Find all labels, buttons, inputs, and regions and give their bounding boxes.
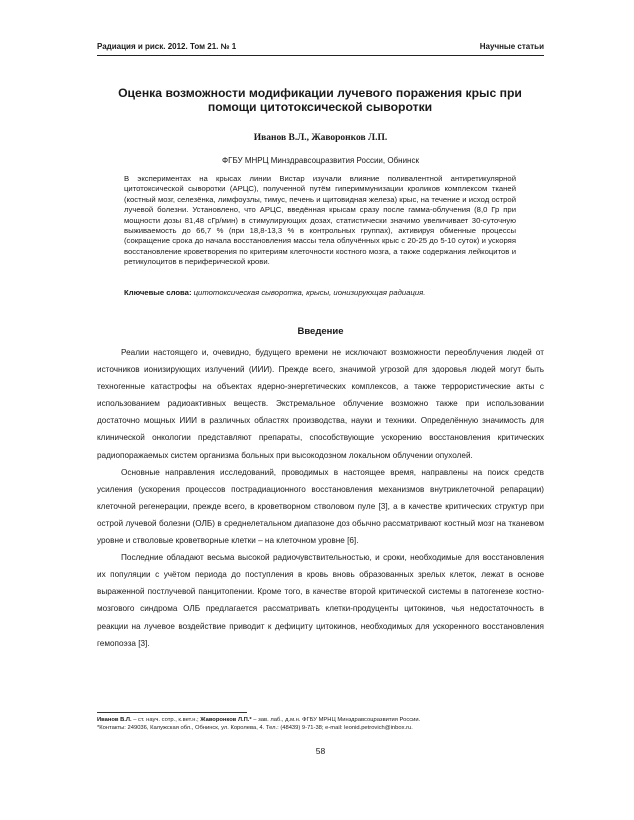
footnote-divider [97,712,247,713]
abstract: В экспериментах на крысах линии Вистар изучали влияние поливалентной антиретикулярной цитотоксической сыворотки (АРЦС), полученной путём гипериммунизации кроликов комплексом тканей (костный мозг, селезёнка, лимфоузлы, тимус, печень и щитовидная железа) крыс, на течение и исход острой лучевой болезни. Установлено, что АРЦС, введённая крысам сразу после гамма-облучения (8,0 Гр при мощности дозы 81,48 сГр/мин) в стимулирующих дозах, статистически значимо увеличивает 30-суточную выживаемость до 66,7 % (при 18,8-13,3 % в контрольных группах), активируя обменные процессы (сокращение срока до начала восстановления массы тела облучённых крыс с 20-25 до 5-10 суток) и ускоряя восстановление кроветворения по критериям клеточности костного мозга, а также содержания лейкоцитов и ретикулоцитов в периферической крови. [124,174,516,267]
section-heading: Введение [297,326,344,337]
footnote-author1-info: – ст. науч. сотр., к.вет.н.; [131,717,201,723]
header-divider [97,55,544,56]
keywords [124,288,516,297]
footnotes [97,716,544,732]
footnote-author2-name: Жаворонков Л.П.* [200,717,252,723]
footnote-author1-name: Иванов В.Л. [97,717,132,723]
footnote-contacts: *Контакты: 249036, Калужская обл., Обнинск, ул. Королева, 4. Тел.: (48439) 9-71-38; e-mail: leonid.petrovich@inbox.ru. [97,725,413,731]
journal-citation: Радиация и риск. 2012. Том 21. № 1 [97,42,237,51]
footnote-author2-info: – зав. лаб., д.м.н. ФГБУ МРНЦ Минздравсоцразвития России. [251,717,421,723]
paragraph: Последние обладают весьма высокой радиочувствительностью, и сроки, необходимые для восстановления их популяции с учётом периода до поступления в кровь вновь образованных зрелых клеток, лежат в основе выраженной постлучевой панцитопении. Кроме того, в качестве второй критической системы в патогенезе костно-мозгового синдрома ОЛБ предлагается рассматривать клетки-продуценты цитокинов, чья недостаточность в реакции на лучевое воздействие приводит к дефициту цитокинов, необходимых для ускоренного восстановления гемопоэза [3]. [97,553,544,648]
footnote-authors [97,716,544,724]
page-number: 58 [315,746,326,756]
keywords-label: Ключевые слова: [124,288,192,297]
keywords-text: цитотоксическая сыворотка, крысы, ионизирующая радиация. [193,288,426,297]
paragraph: Основные направления исследований, проводимых в настоящее время, направлены на поиск средств усиления (ускорения процессов пострадиационного восстановления механизмов внутриклеточной репарации) клеточной регенерации, прежде всего, в кроветворном стволовом пуле [3], а в качестве критических структур при острой лучевой болезни (ОЛБ) в среднелетальном диапазоне доз обычно рассматривают костный мозг на тканевом уровне и стволовые кроветворные клетки – на клеточном уровне [6]. [97,467,544,546]
article-title: Оценка возможности модификации лучевого поражения крыс при помощи цитотоксической сыворотки [118,86,522,114]
article-authors: Иванов В.Л., Жаворонков Л.П. [253,133,388,143]
paragraph: Реалии настоящего и, очевидно, будущего времени не исключают возможности переоблучения людей от источников ионизирующих излучений (ИИИ). Прежде всего, значимой угрозой для здоровья людей могут быть техногенные катастрофы на объектах ядерно-энергетических комплексов, а также террористические акты с использованием радиоактивных веществ. Экстремальное облучение возможно также при использовании достаточно мощных ИИИ в различных областях производства, науки и техники. Определённую значимость для клинической онкологии представляют препараты, способствующие ускорению восстановления критических радиопоражаемых систем организма больных при высокодозном локальном облучении опухолей. [97,348,544,460]
section-label: Научные статьи [479,42,544,51]
body-text [97,344,544,652]
affiliation: ФГБУ МНРЦ Минздравсоцразвития России, Обнинск [222,156,419,165]
